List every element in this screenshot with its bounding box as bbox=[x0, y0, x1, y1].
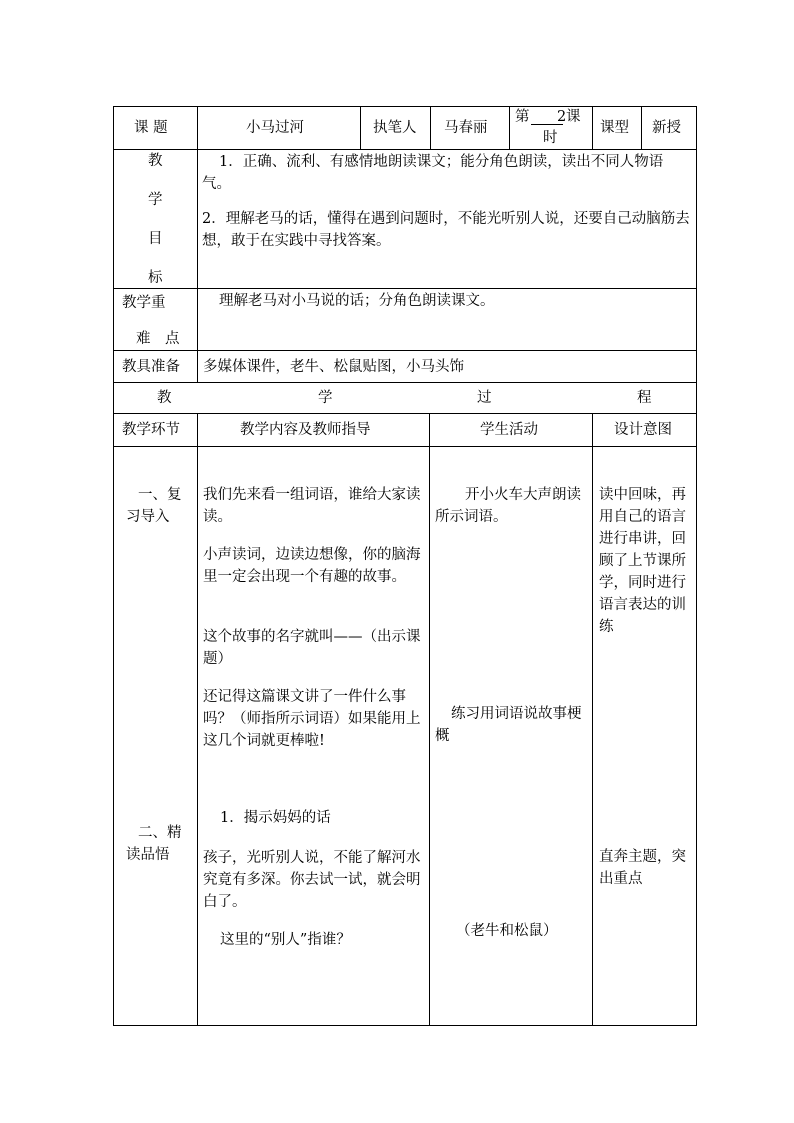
period-prefix: 第 bbox=[515, 109, 530, 125]
col-header-student: 学生活动 bbox=[480, 422, 538, 438]
stage-1: 一、复习导入 bbox=[126, 487, 182, 525]
period-unit: 时 bbox=[543, 130, 558, 146]
objectives-label-1: 教 bbox=[148, 153, 163, 169]
key-points-label-line2: 难 点 bbox=[136, 331, 180, 347]
col-header-content: 教学内容及教师指导 bbox=[240, 422, 371, 438]
key-points-label-line1: 教学重 bbox=[122, 295, 166, 311]
content-p4: 还记得这篇课文讲了一件什么事吗？（师指所示词语）如果能用上这几个词就更棒啦! bbox=[203, 689, 421, 749]
materials-label: 教具准备 bbox=[122, 359, 180, 375]
content-p6: 孩子，光听别人说，不能了解河水究竟有多深。你去试一试，就会明白了。 bbox=[203, 850, 421, 910]
period-suffix: 课 bbox=[566, 109, 581, 125]
student-activity-3: （老牛和松鼠） bbox=[456, 923, 558, 939]
objective-item-1: 1．正确、流利、有感情地朗读课文；能分角色朗读，读出不同人物语气。 bbox=[202, 154, 664, 192]
content-p7: 这里的“别人”指谁？ bbox=[220, 932, 351, 948]
student-activity-1: 开小火车大声朗读所示词语。 bbox=[435, 487, 581, 525]
objective-item-2-text: 2．理解老马的话，懂得在遇到问题时，不能光听别人说，还要自己动脑筋去想，敢于在实践中寻找答案。 bbox=[202, 211, 690, 249]
student-activity-2: 练习用词语说故事梗概 bbox=[435, 706, 582, 744]
stage-2: 二、精读品悟 bbox=[126, 825, 182, 863]
intent-1: 读中回味，再用自己的语言进行串讲，回顾了上节课所学，同时进行语言表达的训练 bbox=[599, 487, 686, 635]
materials-text: 多媒体课件，老牛、松鼠贴图，小马头饰 bbox=[203, 359, 464, 375]
process-char-1: 教 bbox=[157, 390, 172, 406]
author-value: 马春丽 bbox=[444, 120, 488, 136]
type-label: 课型 bbox=[600, 120, 629, 136]
author-label: 执笔人 bbox=[373, 120, 417, 136]
period-number: 2 bbox=[557, 109, 567, 125]
topic-label: 课 题 bbox=[134, 120, 168, 136]
content-p3: 这个故事的名字就叫——（出示课题） bbox=[203, 629, 421, 667]
topic-value: 小马过河 bbox=[246, 120, 304, 136]
objective-item-2 bbox=[202, 208, 692, 252]
objectives-label-2: 学 bbox=[148, 192, 163, 208]
process-char-2: 学 bbox=[318, 390, 333, 406]
key-points-text: 理解老马对小马说的话；分角色朗读课文。 bbox=[219, 293, 495, 309]
process-char-3: 过 bbox=[477, 390, 492, 406]
content-p2: 小声读词，边读边想像，你的脑海里一定会出现一个有趣的故事。 bbox=[203, 547, 421, 585]
objectives-label-4: 标 bbox=[148, 270, 163, 286]
content-p5: 1．揭示妈妈的话 bbox=[220, 810, 331, 826]
col-header-stage: 教学环节 bbox=[122, 422, 180, 438]
objectives-label-3: 目 bbox=[148, 231, 163, 247]
content-p1: 我们先来看一组词语，谁给大家读读。 bbox=[203, 487, 421, 525]
process-char-4: 程 bbox=[637, 390, 652, 406]
intent-2: 直奔主题，突出重点 bbox=[599, 849, 686, 887]
col-header-intent: 设计意图 bbox=[614, 422, 672, 438]
type-value: 新授 bbox=[652, 120, 681, 136]
